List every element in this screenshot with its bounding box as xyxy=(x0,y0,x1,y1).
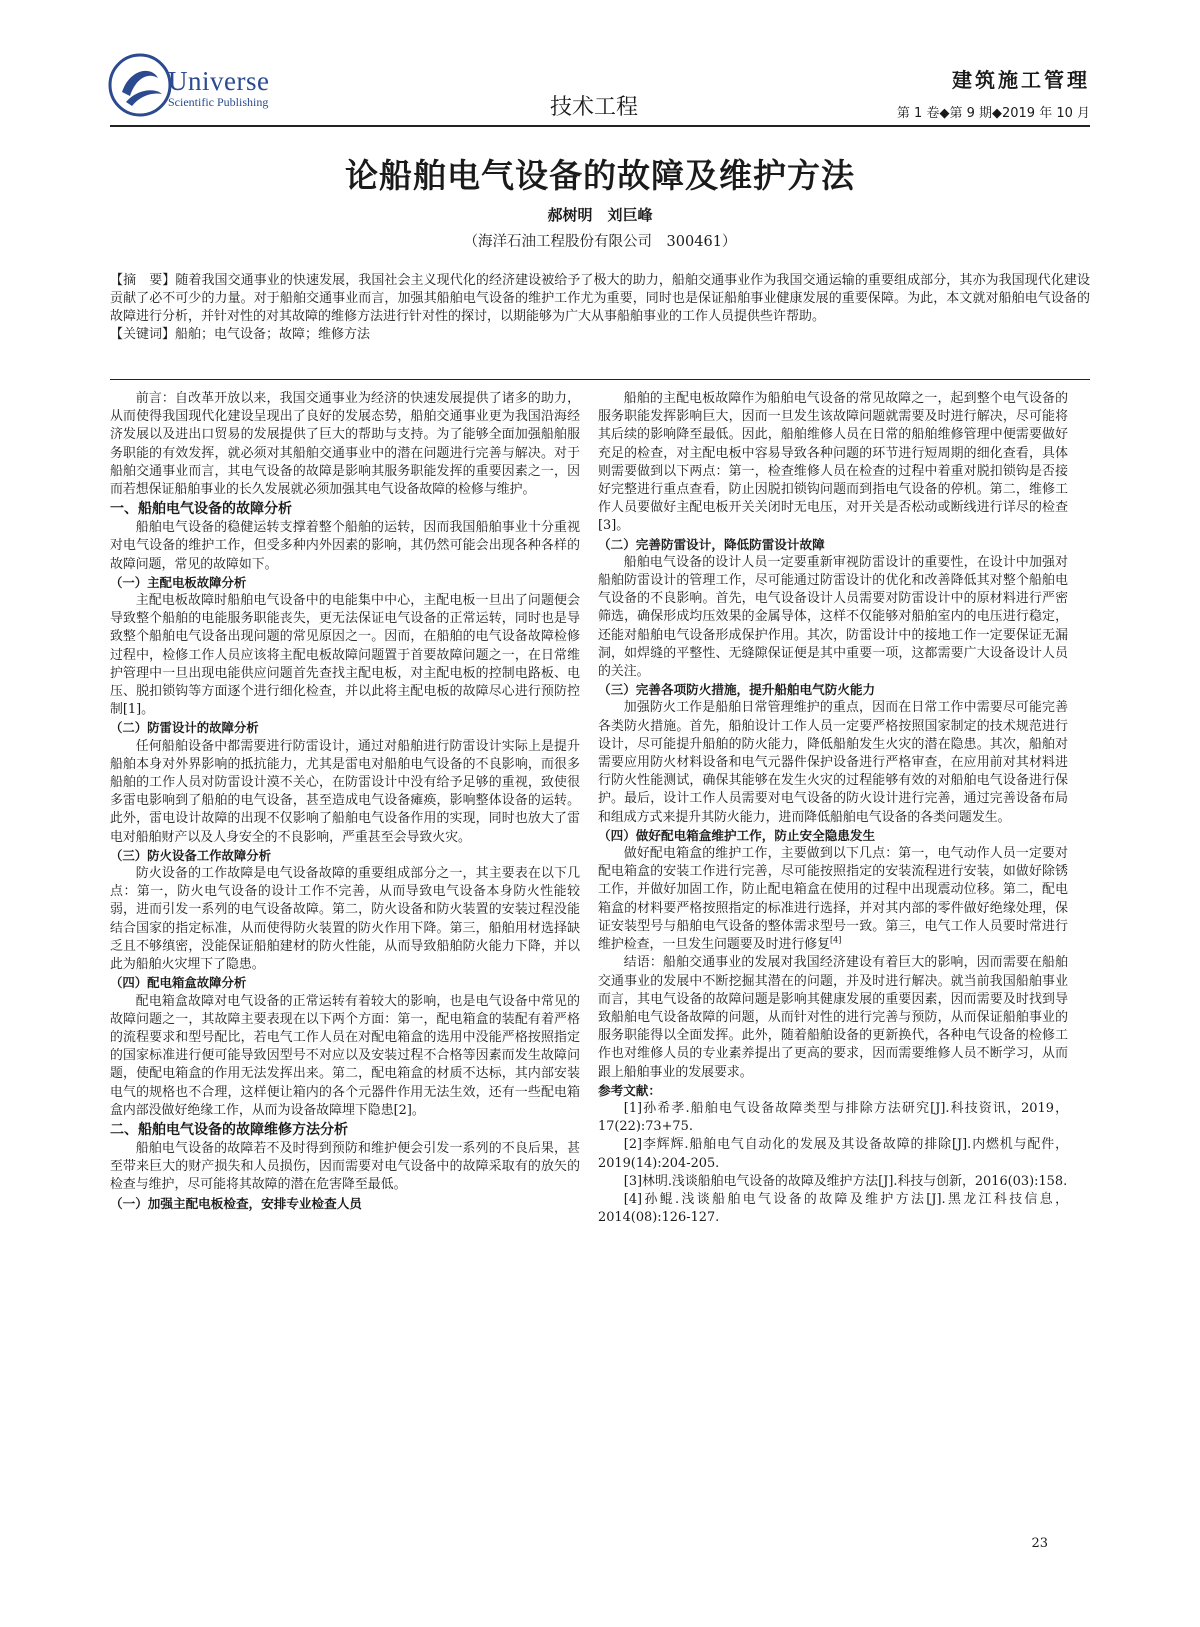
section-heading: 一、船舶电气设备的故障分析 xyxy=(110,501,292,518)
section-heading: 二、船舶电气设备的故障维修方法分析 xyxy=(110,1121,348,1138)
abstract-rule xyxy=(110,379,1090,380)
article-affiliation: （海洋石油工程股份有限公司 300461） xyxy=(463,234,737,250)
paragraph: 防火设备的工作故障是电气设备故障的重要组成部分之一，其主要表在以下几点：第一，防火电气设备的设计工作不完善，从而导致电气设备本身防火性能较弱，进而引发一系列的电气设备故障。第二，防火设备和防火装置的安装过程没能结合国家的指定标准，从而使得防火装置的防火作用下降。第三，船舶用材选择缺乏且不够缜密，没能保证船舶建材的防火性能，从而导致船舶防火能力下降，并以此为船舶火灾埋下了隐患。 xyxy=(110,866,580,973)
publisher-logo-icon xyxy=(108,48,172,122)
paragraph: 船舶的主配电板故障作为船舶电气设备的常见故障之一，起到整个电气设备的服务职能发挥影响巨大，因而一旦发生该故障问题就需要及时进行解决，尽可能将其后续的影响降至最低。因此，船舶维修人员在日常的船舶维修管理中便需要做好充足的检查，对主配电板中容易导致各种问题的环节进行短周期的细化查看，具体则需要做到以下两点：第一，检查维修人员在检查的过程中着重对脱扣锁钩是否接好完整进行重点查看，防止因脱扣锁钩问题而到指电气设备的停机。第二，维修工作人员要做好主配电板开关关闭时无电压，对开关是否松动或断线进行详尽的检查[3]。 xyxy=(598,391,1068,534)
intro-paragraph: 前言：自改革开放以来，我国交通事业为经济的快速发展提供了诸多的助力，从而使得我国现代化建设呈现出了良好的发展态势，船舶交通事业更为我国沿海经济发展以及进出口贸易的发展提供了巨大的帮助与支持。为了能够全面加强船舶服务职能的有效发挥，就必须对其船舶交通事业中的潜在问题进行完善与解决。对于船舶交通事业而言，其电气设备的故障是影响其服务职能发挥的重要因素之一，因而若想保证船舶事业的长久发展就必须加强其电气设备故障的检修与维护。 xyxy=(110,391,580,498)
subsection-heading: （一）主配电板故障分析 xyxy=(110,574,247,590)
reference-item: [4]孙鲲.浅谈船舶电气设备的故障及维护方法[J].黑龙江科技信息，2014(08):126-127. xyxy=(598,1191,1068,1226)
keywords-text: 【关键词】船舶；电气设备；故障；维修方法 xyxy=(110,327,371,342)
journal-name: 建筑施工管理 xyxy=(952,68,1090,92)
publisher-logo xyxy=(108,48,318,122)
page-number: 23 xyxy=(1031,1536,1048,1551)
citation-marker: [4] xyxy=(830,935,842,945)
logo-name: Universe xyxy=(168,66,270,96)
article-title: 论船舶电气设备的故障及维护方法 xyxy=(345,156,855,195)
subsection-heading: （四）配电箱盒故障分析 xyxy=(110,975,247,991)
abstract-text: 【摘 要】随着我国交通事业的快速发展，我国社会主义现代化的经济建设被给予了极大的助力，船舶交通事业作为我国交通运输的重要组成部分，其亦为我国现代化建设贡献了必不可少的力量。对于船舶交通事业而言，加强其船舶电气设备的维护工作尤为重要，同时也是保证船舶事业健康发展的重要保障。为此，本文就对船舶电气设备的故障进行分析，并针对性的对其故障的维修方法进行针对性的探讨，以期能够为广大从事船舶事业的工作人员提供些许帮助。 xyxy=(110,273,1090,324)
left-column xyxy=(110,390,580,1510)
paragraph xyxy=(598,845,1068,954)
paragraph: 船舶电气设备的故障若不及时得到预防和维护便会引发一系列的不良后果，甚至带来巨大的财产损失和人员损伤，因而需要对电气设备中的故障采取有的放矢的检查与维护，尽可能将其故障的潜在危害降至最低。 xyxy=(110,1140,580,1193)
paragraph: 主配电板故障时船舶电气设备中的电能集中中心，主配电板一旦出了问题便会导致整个船舶的电能服务职能丧失，更无法保证电气设备的正常运转，同时也是导致整个船舶电气设备出现问题的常见原因之一。因而，在船舶的电气设备故障检修过程中，检修工作人员应该将主配电板故障问题置于首要故障问题之一，在日常维护管理中一旦出现电能供应问题首先查找主配电板，对主配电板的控制电路板、电压、脱扣锁钩等方面逐个进行细化检查，并以此将主配电板的故障尽心进行预防控制[1]。 xyxy=(110,593,580,718)
paragraph: 加强防火工作是船舶日常管理维护的重点，因而在日常工作中需要尽可能完善各类防火措施。首先，船舶设计工作人员一定要严格按照国家制定的技术规范进行设计，尽可能提升船舶的防火能力，降低船舶发生火灾的潜在隐患。其次，船舶对需要应用防火材料设备和电气元器件保护设备进行严格审查，在应用前对其材料进行防火性能测试，确保其能够在发生火灾的过程能够有效的对船舶电气设备进行保护。最后，设计工作人员需要对电气设备的防火设计进行完善，通过完善设备布局和组成方式来提升其防火能力，进而降低船舶电气设备的各类问题发生。 xyxy=(598,700,1068,825)
journal-issue: 第 1 卷◆第 9 期◆2019 年 10 月 xyxy=(896,106,1090,121)
subsection-heading: （三）完善各项防火措施，提升船舶电气防火能力 xyxy=(598,682,876,698)
abstract-block xyxy=(110,272,1090,374)
paragraph: 任何船舶设备中都需要进行防雷设计，通过对船舶进行防雷设计实际上是提升船舶本身对外界影响的抵抗能力，尤其是雷电对船舶电气设备的不良影响，而很多船舶的工作人员对防雷设计漠不关心，在防雷设计中没有给予足够的重视，致使很多雷电影响到了船舶的电气设备，甚至造成电气设备瘫痪，影响整体设备的运转。此外，雷电设计故障的出现不仅影响了船舶电气设备作用的实现，同时也放大了雷电对船舶财产以及人身安全的不良影响，严重甚至会导致火灾。 xyxy=(110,738,580,845)
references-heading: 参考文献： xyxy=(598,1082,661,1098)
reference-item: [3]林明.浅谈船舶电气设备的故障及维护方法[J].科技与创新，2016(03):158. xyxy=(623,1173,1068,1189)
conclusion-paragraph: 结语：船舶交通事业的发展对我国经济建设有着巨大的影响，因而需要在船舶交通事业的发展中不断挖掘其潜在的问题，并及时进行解决。就当前我国船舶事业而言，其电气设备的故障问题是影响其健康发展的重要因素，因而需要及时找到导致船舶电气设备故障的问题，从而针对性的进行完善与预防，从而保证船舶事业的服务职能得以全面发挥。此外，随着船舶设备的更新换代，各种电气设备的检修工作也对维修人员的专业素养提出了更高的要求，因而需要维修人员不断学习，从而跟上船舶事业的发展要求。 xyxy=(598,955,1068,1080)
right-column xyxy=(598,390,1068,1510)
header-rule xyxy=(110,125,1090,127)
reference-item: [1]孙希孝.船舶电气设备故障类型与排除方法研究[J].科技资讯，2019，17(22):73+75. xyxy=(598,1100,1068,1135)
subsection-heading: （一）加强主配电板检查，安排专业检查人员 xyxy=(110,1195,362,1211)
paragraph: 船舶电气设备的稳健运转支撑着整个船舶的运转，因而我国船舶事业十分重视对电气设备的维护工作，但受多种内外因素的影响，其仍然可能会出现各种各样的故障问题，常见的故障如下。 xyxy=(110,520,580,572)
paragraph: 船舶电气设备的设计人员一定要重新审视防雷设计的重要性，在设计中加强对船舶防雷设计的管理工作，尽可能通过防雷设计的优化和改善降低其对整个船舶电气设备的不良影响。首先，电气设备设计人员需要对防雷设计中的原材料进行严密筛选，确保形成均压效果的金属导体，这样不仅能够对船舶室内的电压进行稳定，还能对船舶电气设备形成保护作用。其次，防雷设计中的接地工作一定要保证无漏洞，如焊缝的平整性、无缝隙保证便是其中重要一项，这都需要广大设备设计人员的关注。 xyxy=(598,554,1068,680)
article-authors: 郝树明 刘巨峰 xyxy=(547,206,653,224)
subsection-heading: （二）完善防雷设计，降低防雷设计故障 xyxy=(598,536,825,552)
section-label: 技术工程 xyxy=(550,95,639,120)
logo-subtitle: Scientific Publishing xyxy=(168,95,269,109)
paragraph-text: 做好配电箱盒的维护工作，主要做到以下几点：第一，电气动作人员一定要对配电箱盒的安装工作进行完善，尽可能按照指定的安装流程进行安装，如做好除锈工作，并做好加固工作，防止配电箱盒在使用的过程中出现震动位移。第二，配电箱盒的材料要严格按照指定的标准进行选择，并对其内部的零件做好绝缘处理，保证安装型号与船舶电气设备的整体需求型号一致。第三，电气工作人员要时常进行维护检查，一旦发生问题要及时进行修复 xyxy=(598,846,1068,953)
subsection-heading: （三）防火设备工作故障分析 xyxy=(110,847,272,863)
subsection-heading: （四）做好配电箱盒维护工作，防止安全隐患发生 xyxy=(598,827,876,843)
subsection-heading: （二）防雷设计的故障分析 xyxy=(110,720,259,736)
paragraph: 配电箱盒故障对电气设备的正常运转有着较大的影响，也是电气设备中常见的故障问题之一，其故障主要表现在以下两个方面：第一，配电箱盒的装配有着严格的流程要求和型号配比，若电气工作人员在对配电箱盒的选用中没能严格按照指定的国家标准进行便可能导致因型号不对应以及安装过程不合格等因素而发生故障问题，使配电箱盒的作用无法发挥出来。第二，配电箱盒的材质不达标，其内部安装电气的规格也不合理，这样便让箱内的各个元器件作用无法生效，还有一些配电箱盒内部没做好绝缘工作，从而为设备故障埋下隐患[2]。 xyxy=(110,993,580,1118)
reference-item: [2]李辉辉.船舶电气自动化的发展及其设备故障的排除[J].内燃机与配件，2019(14):204-205. xyxy=(598,1137,1068,1171)
